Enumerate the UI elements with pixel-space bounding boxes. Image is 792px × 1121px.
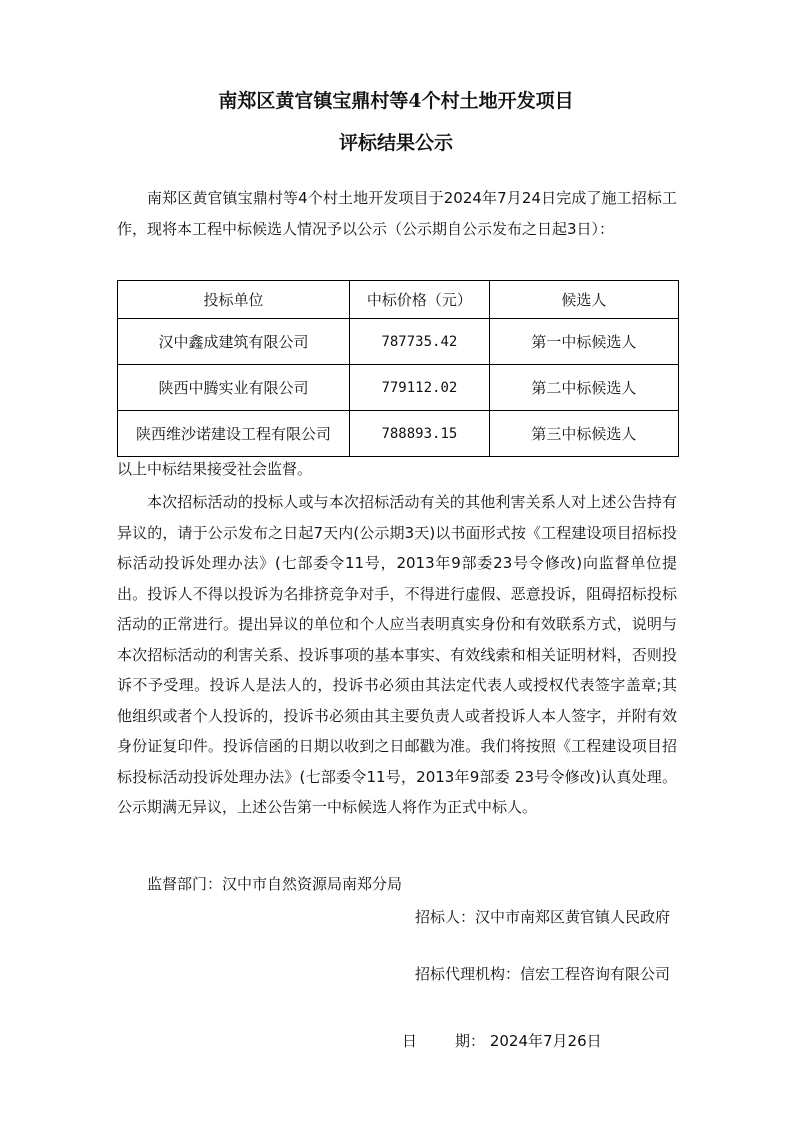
table-row: [118, 319, 679, 365]
header-price: 中标价格（元）: [350, 281, 490, 319]
price-cell: 787735.42: [350, 319, 490, 365]
document-subtitle: 评标结果公示: [338, 132, 453, 154]
date-label-1: 日: [402, 1032, 418, 1050]
supervision-department: 监督部门：汉中市自然资源局南郑分局: [147, 875, 403, 893]
accept-supervision-line: 以上中标结果接受社会监督。: [117, 460, 313, 478]
date-label-2: 期：: [455, 1032, 486, 1050]
price-cell: 779112.02: [350, 365, 490, 411]
objection-paragraph: 本次招标活动的投标人或与本次招标活动有关的其他利害关系人对上述公告持有异议的，请于公示发布之日起7天内(公示期3天)以书面形式按《工程建设项目招标投标活动投诉处理办法》(七部委令11号，2013年9部委23号令修改)向监督单位提出。投诉人不得以投诉为名排挤竞争对手，不得进行虚假、恶意投诉，阻碍招标投标活动的正常进行。提出异议的单位和个人应当表明真实身份和有效联系方式，说明与本次招标活动的利害关系、投诉事项的基本事实、有效线索和相关证明材料，否则投诉不予受理。投诉人是法人的，投诉书必须由其法定代表人或授权代表签字盖章;其他组织或者个人投诉的，投诉书必须由其主要负责人或者投诉人本人签字，并附有效身份证复印件。投诉信函的日期以收到之日邮戳为准。我们将按照《工程建设项目招标投标活动投诉处理办法》(七部委令11号，2013年9部委 23号令修改)认真处理。公示期满无异议，上述公告第一中标候选人将作为正式中标人。: [117, 493, 677, 816]
bidder-cell: 陕西维沙诺建设工程有限公司: [118, 411, 350, 457]
bidder-cell: 汉中鑫成建筑有限公司: [118, 319, 350, 365]
intro-paragraph: 南郑区黄官镇宝鼎村等4个村土地开发项目于2024年7月24日完成了施工招标工作，现将本工程中标候选人情况予以公示（公示期自公示发布之日起3日）：: [117, 189, 677, 238]
table-row: [118, 365, 679, 411]
candidate-cell: 第三中标候选人: [489, 411, 678, 457]
candidate-cell: 第二中标候选人: [489, 365, 678, 411]
table-header-row: [118, 281, 679, 319]
bidder-cell: 陕西中腾实业有限公司: [118, 365, 350, 411]
price-cell: 788893.15: [350, 411, 490, 457]
date-line: [402, 1030, 602, 1051]
document-title: 南郑区黄官镇宝鼎村等4个村土地开发项目: [218, 90, 574, 112]
candidate-cell: 第一中标候选人: [489, 319, 678, 365]
date-value: 2024年7月26日: [489, 1032, 602, 1050]
tenderer: 招标人：汉中市南郑区黄官镇人民政府: [414, 908, 670, 926]
tender-agency: 招标代理机构：信宏工程咨询有限公司: [414, 965, 670, 983]
header-bidder: 投标单位: [118, 281, 350, 319]
bid-result-table: [117, 280, 679, 457]
table-row: [118, 411, 679, 457]
header-candidate: 候选人: [489, 281, 678, 319]
